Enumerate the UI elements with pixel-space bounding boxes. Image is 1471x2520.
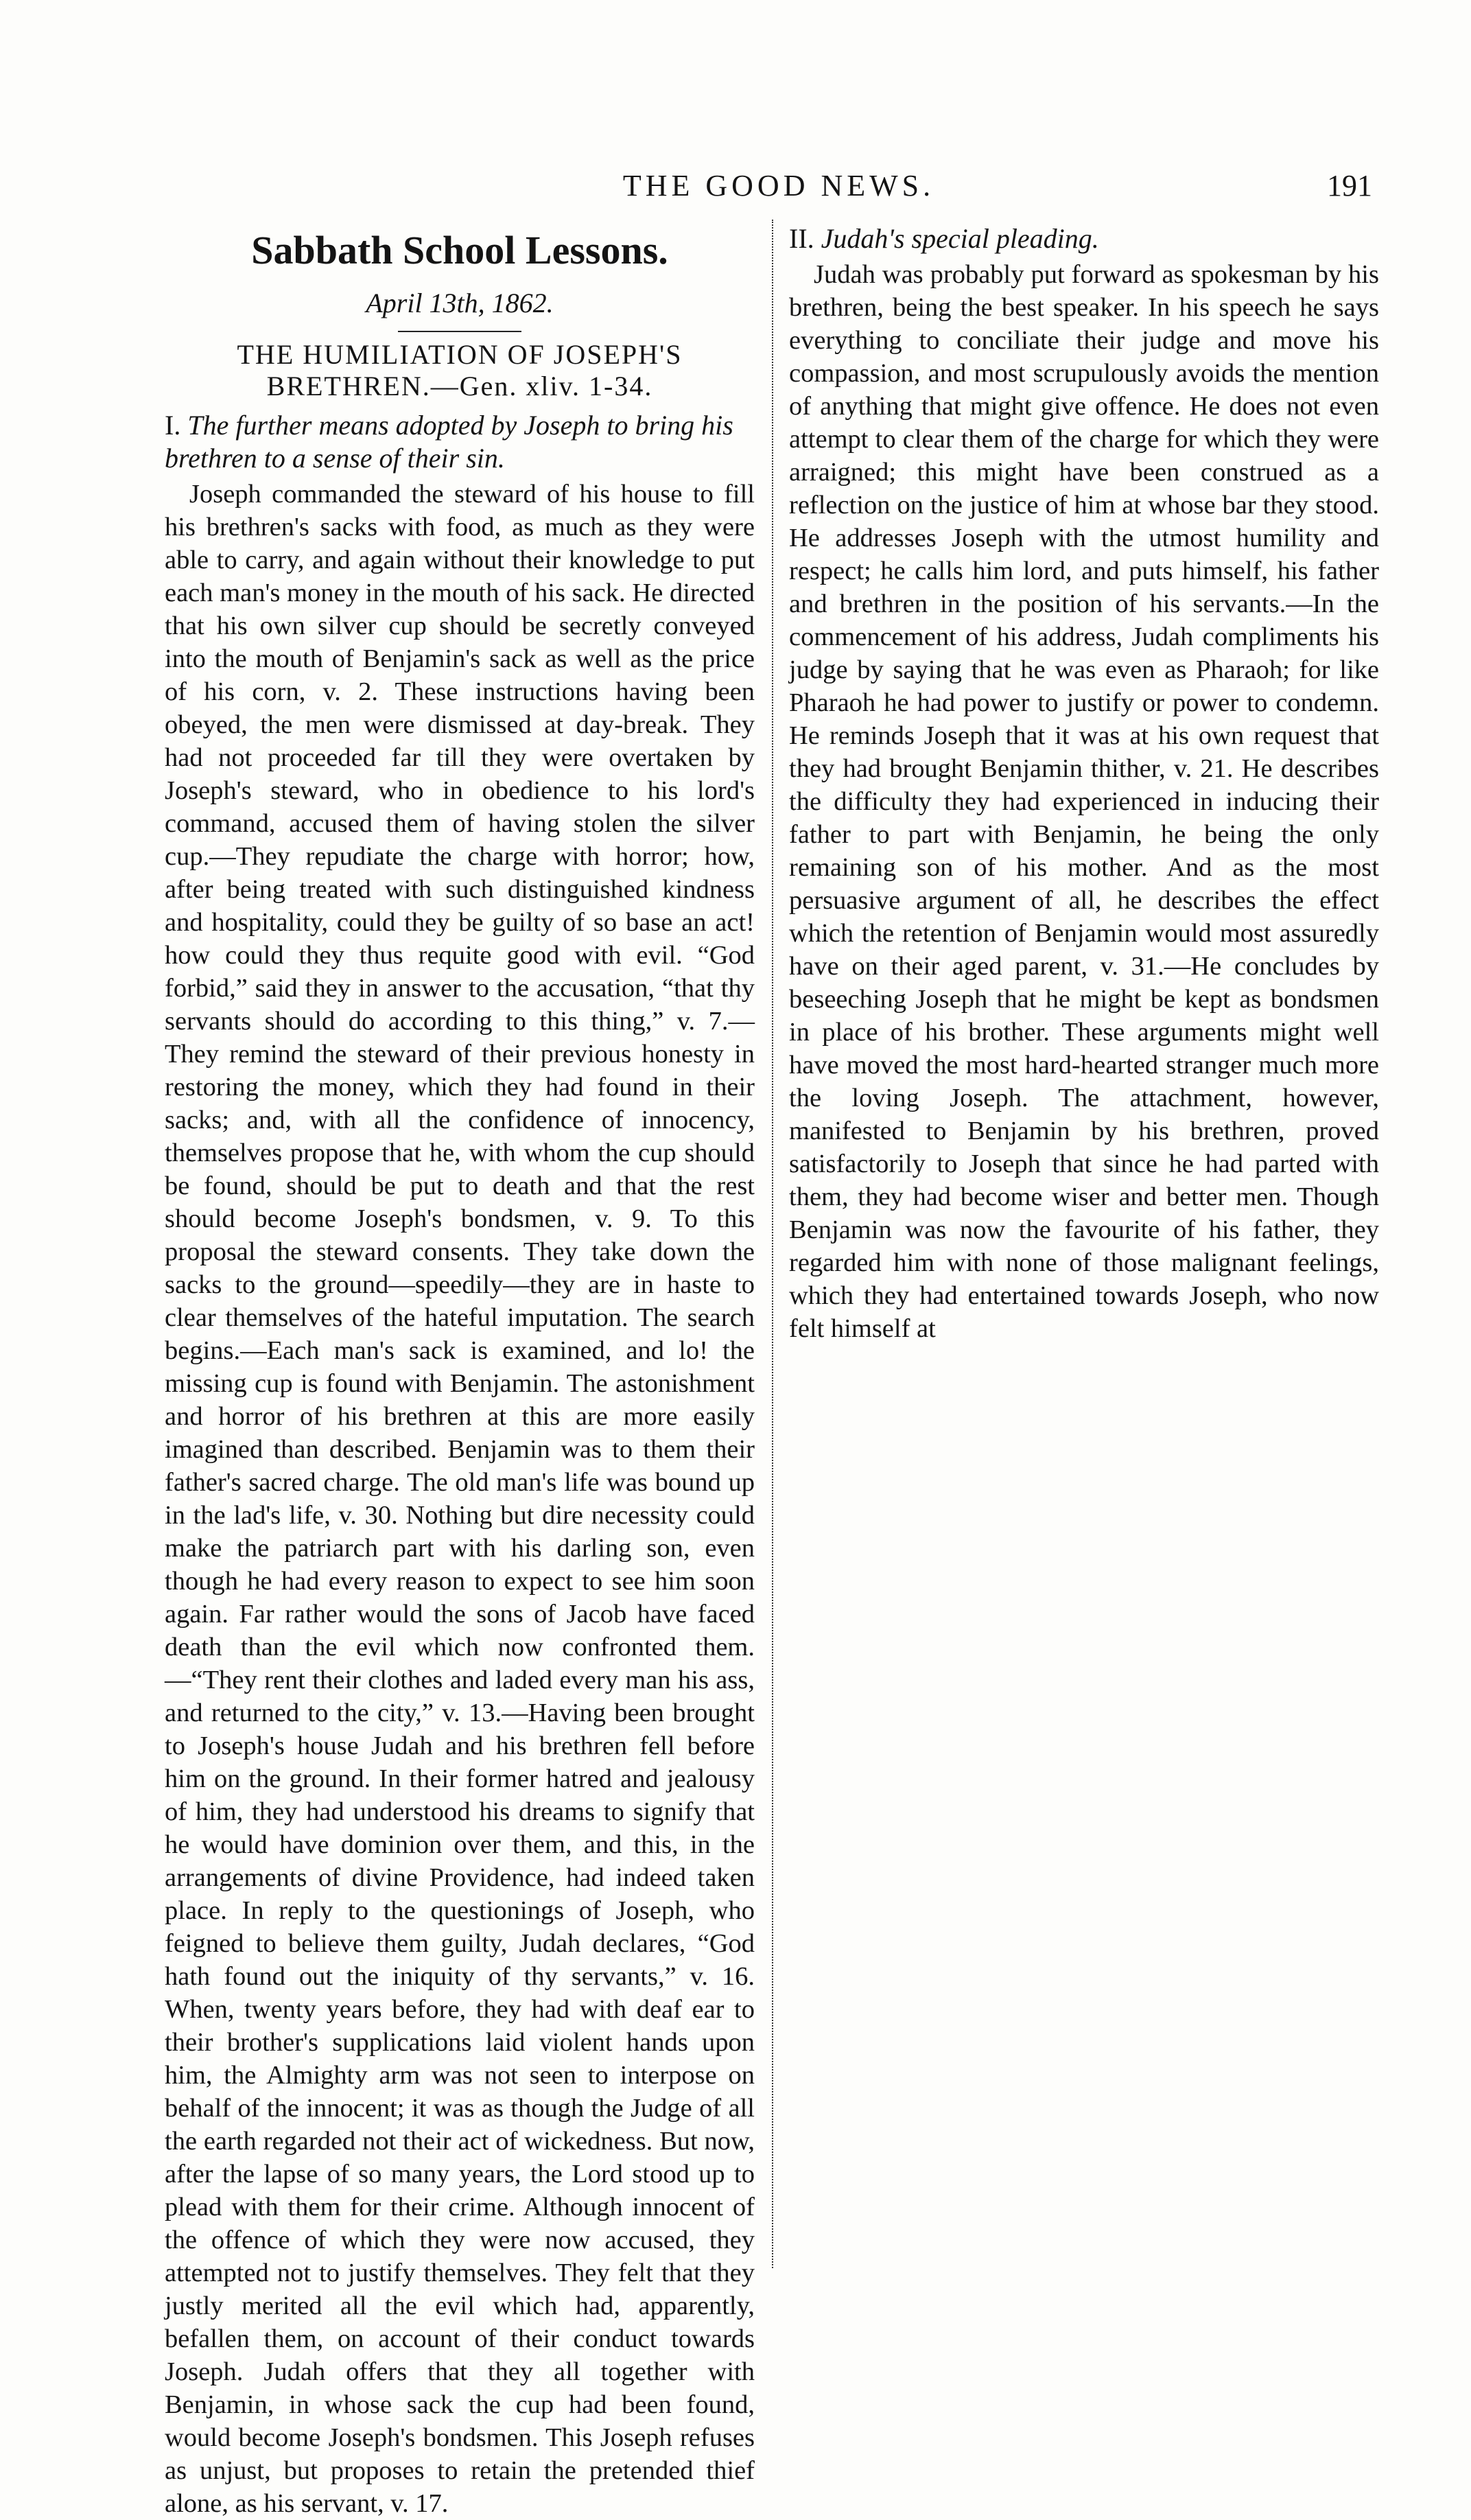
column-divider bbox=[772, 220, 773, 2268]
part1-body: Joseph commanded the steward of his house to fill his brethren's sacks with food, as much as they were able to carry, and again without their knowledge to put each man's money in the mouth of his sack. He directed that his own silver cup should be secretly conveyed into the mouth of Benjamin's sack as well as the price of his corn, v. 2. These instructions having been obeyed, the men were dismissed at day-break. They had not proceeded far till they were overtaken by Joseph's steward, who in obedience to his lord's command, accused them of having stolen the silver cup.—They repudiate the charge with horror; how, after being treated with such distinguished kindness and hospitality, could they be guilty of so base an act! how could they thus requite good with evil. “God forbid,” said they in answer to the accusation, “that thy servants should do according to this thing,” v. 7.—They remind the steward of their previous honesty in restoring the money, which they had found in their sacks; and, with all the confidence of innocency, themselves propose that he, with whom the cup should be found, should be put to death and that the rest should become Joseph's bondsmen, v. 9. To this proposal the steward consents. They take down the sacks to the ground—speedily—they are in haste to clear themselves of the hateful imputation. The search begins.—Each man's sack is examined, and lo! the missing cup is found with Benjamin. The astonishment and horror of his brethren at this are more easily imagined than described. Benjamin was to them their father's sacred charge. The old man's life was bound up in the lad's life, v. 30. Nothing but dire necessity could make the patriarch part with his darling son, even though he had every reason to expect to see him soon again. Far rather would the sons of Jacob have faced death than the evil which now confronted them.—“They rent their clothes and laded every man his ass, and returned to the city,” v. 13.—Having been brought to Joseph's house Judah and his brethren fell before him on the ground. In their former hatred and jealousy of him, they had understood his dreams to signify that he would have dominion over them, and this, in the arrangements of divine Providence, had indeed taken place. In reply to the questionings of Joseph, who feigned to believe them guilty, Judah declares, “God hath found out the iniquity of thy servants,” v. 16. When, twenty years before, they had with deaf ear to their brother's supplications laid violent hands upon him, the Almighty arm was not seen to interpose on behalf of the innocent; it was as though the Judge of all the earth regarded not their act of wickedness. But now, after the lapse of so many years, the Lord stood up to plead with them for their crime. Although innocent of the offence of which they were now accused, they attempted not to justify themselves. They felt that they justly merited all the evil which had, apparently, befallen them, on account of their conduct towards Joseph. Judah offers that they all together with Benjamin, in whose sack the cup had been found, would become Joseph's bondsmen. This Joseph refuses as unjust, but proposes to retain the pretended thief alone, as his servant, v. 17. bbox=[165, 480, 755, 2518]
newspaper-page bbox=[165, 154, 1393, 2518]
part1-heading-text: The further means adopted by Joseph to bring his brethren to a sense of their sin. bbox=[165, 410, 733, 474]
part2-body: Judah was probably put forward as spokesman by his brethren, being the best speaker. In his speech he says everything to conciliate their judge and move his compassion, and most scrupulously avoids the mention of anything that might give offence. He does not even attempt to clear them of the charge for which they were arraigned; this might have been construed as a reflection on the justice of him at whose bar they stood. He addresses Joseph with the utmost humility and respect; he calls him lord, and puts himself, his father and brethren in the position of his servants.—In the commencement of his address, Judah compliments his judge by saying that he was even as Pharaoh; for like Pharaoh he had power to justify or power to condemn. He reminds Joseph that it was at his own request that they had brought Benjamin thither, v. 21. He describes the difficulty they had experienced in inducing their father to part with Benjamin, he being the only remaining son of his mother. And as the most persuasive argument of all, he describes the effect which the retention of Benjamin would most assuredly have on their aged parent, v. 31.—He concludes by beseeching Joseph that he might be kept as bondsmen in place of his brother. These arguments might well have moved the most hard-hearted stranger much more the loving Joseph. The attachment, however, manifested to Benjamin by his brethren, proved satisfactorily to Joseph that since he had parted with them, they had become wiser and better men. Though Benjamin was now the favourite of his father, they regarded him with none of those malignant feelings, which they had entertained towards Joseph, who now felt himself at bbox=[789, 260, 1379, 1343]
lesson-date: April 13th, 1862. bbox=[366, 288, 554, 318]
part1-heading-num: I. bbox=[165, 410, 181, 441]
part2-heading bbox=[789, 222, 1379, 255]
right-column bbox=[789, 220, 1379, 1345]
left-column bbox=[165, 220, 755, 2520]
lesson-title: THE HUMILIATION OF JOSEPH'S BRETHREN.—Gen. xliv. 1-34. bbox=[237, 339, 683, 401]
section-title: Sabbath School Lessons. bbox=[251, 228, 668, 272]
part2-heading-text: Judah's special pleading. bbox=[821, 223, 1099, 254]
page-number: 191 bbox=[1327, 169, 1372, 202]
part2-heading-num: II. bbox=[789, 223, 814, 254]
title-rule bbox=[398, 331, 521, 332]
running-title: THE GOOD NEWS. bbox=[622, 169, 935, 202]
page-header bbox=[165, 168, 1393, 223]
part1-heading bbox=[165, 409, 755, 475]
